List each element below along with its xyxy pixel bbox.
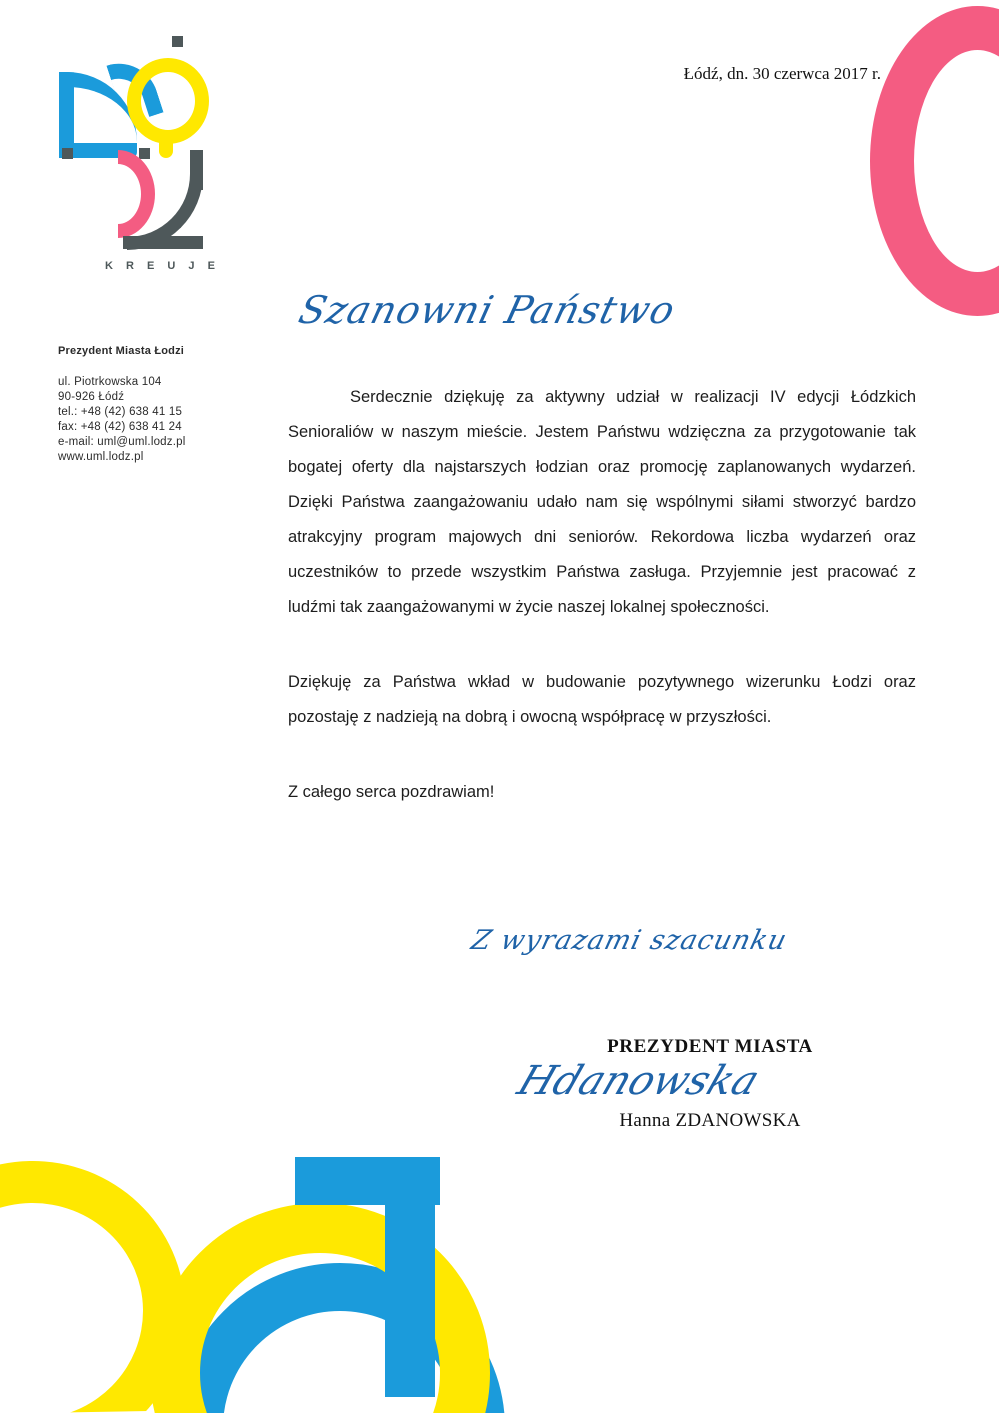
sender-title: Prezydent Miasta Łodzi [58,345,185,357]
bottom-decoration [0,1133,470,1413]
handwritten-greeting: Szanowni Państwo [294,288,680,332]
sender-street: ul. Piotrkowska 104 [58,376,162,388]
date-line: Łódź, dn. 30 czerwca 2017 r. [683,64,881,83]
yellow-arc-large-decoration [150,1203,490,1413]
logo-yellow-circle [127,58,209,144]
handwritten-closing: Z wyrazami szacunku [468,925,791,956]
logo-square-accent-left [62,148,73,159]
logo-grey-baseline [123,236,203,249]
handwritten-signature: Hdanowska [511,1058,766,1104]
signatory-role: PREZYDENT MIASTA [607,1036,813,1057]
logo-square-accent-top [172,36,183,47]
letter-paragraph-1: Serdecznie dziękuję za aktywny udział w realizacji IV edycji Łódzkich Senioraliów w naszym mieście. Jestem Państwu wdzięczna za przygotowanie tak bogatej oferty dla najstarszych łodzian oraz promocję zaplanowanych wydarzeń. Dzięki Państwa zaangażowaniu udało nam się wspólnymi siłami stworzyć bardzo atrakcyjny program majowych dni seniorów. Rekordowa liczba wydarzeń oraz uczestników to przede wszystkim Państwa zasługa. Przyjemnie jest pracować z ludźmi tak zaangażowanymi w życie naszej lokalnej społeczności. [288,388,916,616]
sender-postal-city: 90-926 Łódź [58,391,125,403]
blue-bar-vertical-decoration [385,1157,435,1397]
signatory-name: Hanna ZDANOWSKA [619,1110,801,1131]
sender-phone: tel.: +48 (42) 638 41 15 [58,406,183,418]
logo-tagline: K R E U J E [105,260,220,272]
sender-website: www.uml.lodz.pl [58,451,144,463]
logo-grey-upright [190,150,203,190]
lodz-kreuje-logo [55,28,230,283]
letter-body [288,380,916,810]
letter-paragraph-2: Dziękuję za Państwa wkład w budowanie pozytywnego wizerunku Łodzi oraz pozostaję z nadzieją na dobrą i owocną współpracę w przyszłości. [288,673,916,726]
sender-fax: fax: +48 (42) 638 41 24 [58,421,182,433]
pink-arc-decoration [870,6,999,316]
sender-email: e-mail: uml@uml.lodz.pl [58,436,186,448]
letter-paragraph-3: Z całego serca pozdrawiam! [288,783,495,801]
sender-block [58,345,248,465]
